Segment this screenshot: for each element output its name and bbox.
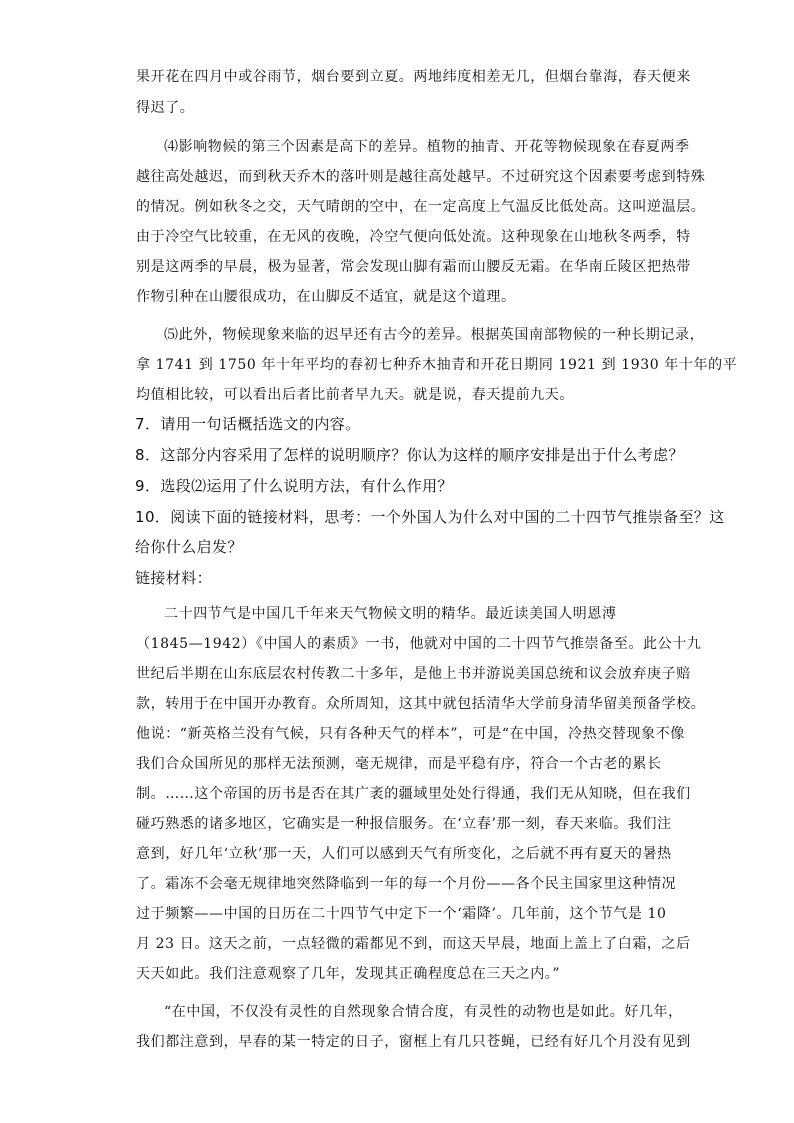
link-material-line: 天天如此。我们注意观察了几年，发现其正确程度总在三天之内。”	[136, 966, 561, 982]
link-material-line: （1845—1942）《中国人的素质》一书，他就对中国的二十四节气推崇备至。此公十九	[136, 636, 702, 652]
link-material-line: 制。……这个帝国的历书是否在其广袤的疆域里处处行得通，我们无从知晓，但在我们	[136, 786, 691, 802]
question-10-continued: 给你什么启发？	[135, 538, 243, 556]
link-material-line: 款，转用于在中国开办教育。众所周知，这其中就包括清华大学前身清华留美预备学校。	[136, 696, 706, 712]
question-8: 8．这部分内容采用了怎样的说明顺序？你认为这样的顺序安排是出于什么考虑？	[135, 446, 684, 464]
link-material-line: “在中国，不仅没有灵性的自然现象合情合度，有灵性的动物也是如此。好几年，	[164, 1004, 683, 1020]
question-7: 7．请用一句话概括选文的内容。	[135, 415, 361, 433]
link-material-line: 世纪后半期在山东底层农村传教二十多年，是他上书并游说美国总统和议会放弃庚子赔	[136, 666, 691, 682]
passage-line: 拿 1741 到 1750 年十年平均的春初七种乔木抽青和开花日期同 1921 到 1930 年十年的平	[136, 357, 738, 373]
passage-line: 的情况。例如秋冬之交，天气晴朗的空中，在一定高度上气温反比低处高。这叫逆温层。	[136, 199, 706, 215]
passage-line: 果开花在四月中或谷雨节，烟台要到立夏。两地纬度相差无几，但烟台靠海，春天便来	[136, 69, 691, 85]
passage-line: 别是这两季的早晨，极为显著，常会发现山脚有霜而山腰反无霜。在华南丘陵区把热带	[136, 259, 691, 275]
passage-paragraph-5: ⑸此外，物候现象来临的迟早还有古今的差异。根据英国南部物候的一种长期记录，	[164, 327, 705, 343]
link-material-line: 碰巧熟悉的诸多地区，它确实是一种报信服务。在‘立春’那一刻，春天来临。我们注	[136, 816, 672, 832]
passage-line: 越往高处越迟，而到秋天乔木的落叶则是越往高处越早。不过研究这个因素要考虑到特殊	[136, 169, 706, 185]
link-material-label: 链接材料：	[135, 569, 213, 587]
link-material-line: 我们都注意到，早春的某一特定的日子，窗框上有几只苍蝇，已经有好几个月没有见到	[136, 1034, 691, 1050]
passage-line: 均值相比较，可以看出后者比前者早九天。就是说，春天提前九天。	[136, 387, 574, 403]
passage-line: 得迟了。	[136, 100, 195, 116]
link-material-line: 我们合众国所见的那样无法预测，毫无规律，而是平稳有序，符合一个古老的累长	[136, 756, 662, 772]
passage-paragraph-4: ⑷影响物候的第三个因素是高下的差异。植物的抽青、开花等物候现象在春夏两季	[164, 139, 690, 155]
link-material-line: 他说：“新英格兰没有气候，只有各种天气的样本”，可是“在中国，冷热交替现象不像	[136, 726, 685, 742]
passage-line: 作物引种在山腰很成功，在山脚反不适宜，就是这个道理。	[136, 289, 516, 305]
question-10: 10．阅读下面的链接材料，思考：一个外国人为什么对中国的二十四节气推崇备至？这	[135, 508, 725, 526]
link-material-line: 月 23 日。这天之前，一点轻微的霜都见不到，而这天早晨，地面上盖上了白霜，之后	[136, 936, 691, 952]
question-9: 9．选段⑵运用了什么说明方法，有什么作用？	[135, 477, 453, 495]
link-material-line: 过于频繁——中国的日历在二十四节气中定下一个‘霜降’。几年前，这个节气是 10	[136, 906, 667, 922]
link-material-line: 了。霜冻不会毫无规律地突然降临到一年的每一个月份——各个民主国家里这种情况	[136, 876, 677, 892]
link-material-line: 二十四节气是中国几千年来天气物候文明的精华。最近读美国人明恩溥	[164, 606, 617, 622]
link-material-line: 意到，好几年‘立秋’那一天，人们可以感到天气有所变化，之后就不再有夏天的暑热	[136, 846, 672, 862]
passage-line: 由于冷空气比较重，在无风的夜晚，冷空气便向低处流。这种现象在山地秋冬两季，特	[136, 229, 691, 245]
